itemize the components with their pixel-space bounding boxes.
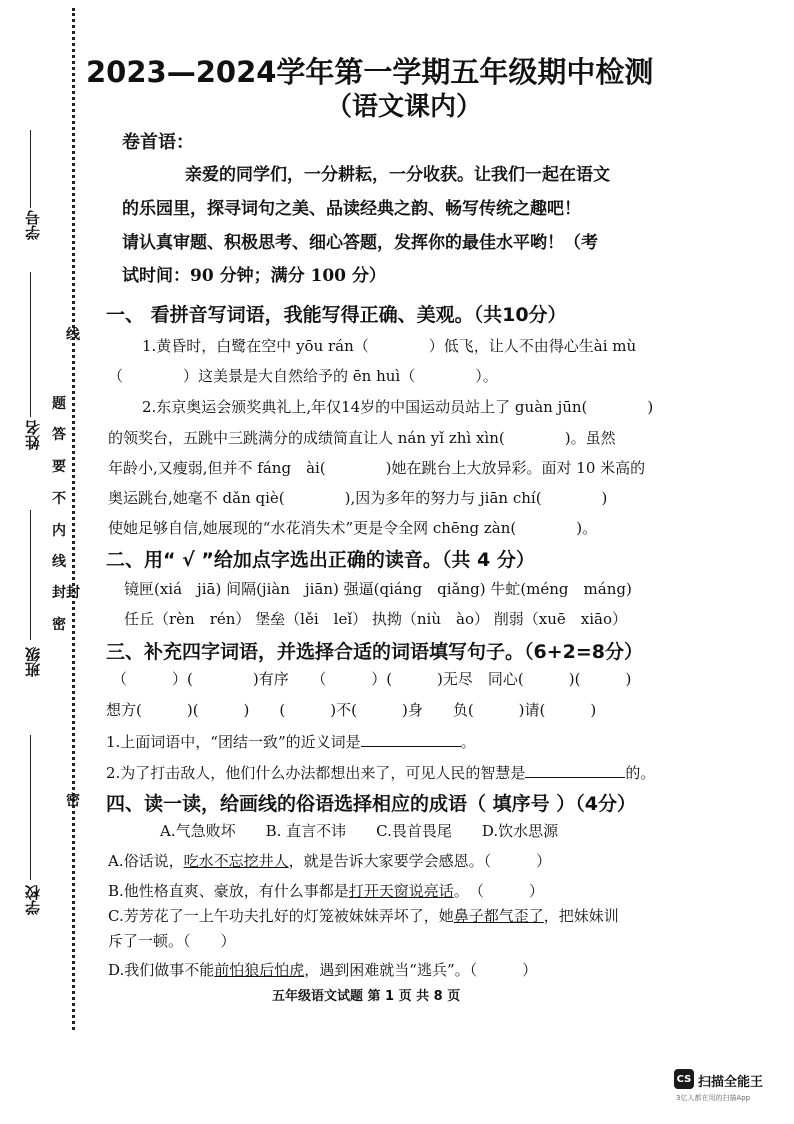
seal-word: 答 (52, 427, 66, 443)
student-id-line (30, 130, 31, 208)
camscanner-logo-icon: CS (674, 1069, 694, 1089)
section1-heading: 一、 看拼音写词语，我能写得正确、美观。（共10分） (106, 304, 567, 326)
section4-item-c (108, 905, 619, 926)
section4-options: A.气急败坏 B. 直言不讳 C.畏首畏尾 D.饮水思源 (160, 822, 559, 840)
section4-item-d (108, 959, 537, 980)
section4-item-c-cont: 斥了一顿。（ ） (108, 932, 236, 950)
section3-q1-end: 。 (460, 733, 476, 751)
item-text: B.他性格直爽、豪放，有什么事都是 (108, 882, 349, 900)
page-footer: 五年级语文试题 第 1 页 共 8 页 (272, 989, 461, 1004)
item-text: ，把妹妹训 (543, 907, 619, 925)
answer-blank[interactable] (525, 763, 625, 778)
seal-word: 密 (52, 617, 66, 633)
underlined-saying: 吃水不忘挖井人 (183, 852, 289, 870)
section4-heading: 四、读一读，给画线的俗语选择相应的成语（ 填序号 ）（4分） (106, 793, 636, 815)
item-text: ，就是告诉大家要学会感恩。（ ） (288, 852, 552, 870)
section1-line: 的领奖台，五跳中三跳满分的成绩简直让人 nán yǐ zhì xìn( )。虽然 (108, 429, 616, 447)
item-text: C.芳芳花了一上午功夫扎好的灯笼被妹妹弄坏了，她 (108, 907, 454, 925)
section3-q1-text: 1.上面词语中，“团结一致”的近义词是 (106, 733, 361, 751)
class-label: 班级 (24, 647, 42, 677)
section3-row: （ ）( )有序 （ ）( )无尽 同心( )( ) (112, 670, 632, 688)
seal-word: 线 (52, 554, 66, 570)
student-id-label: 学号 (24, 210, 42, 240)
preface-line: 试时间：90 分钟；满分 100 分） (122, 266, 386, 286)
scanner-name: 扫描全能王 (698, 1075, 764, 1090)
seal-word: 题 (52, 396, 66, 412)
school-line (30, 735, 31, 880)
section1-line: 1.黄昏时，白鹭在空中 yōu rán（ ）低飞，让人不由得心生ài mù (142, 337, 637, 355)
section2-heading: 二、用“ √ ”给加点字选出正确的读音。（共 4 分） (106, 549, 535, 571)
section3-q1 (106, 731, 476, 752)
answer-blank[interactable] (361, 732, 461, 747)
seal-word: 不 (52, 491, 66, 507)
section3-q2-text: 2.为了打击敌人，他们什么办法都想出来了，可见人民的智慧是 (106, 764, 526, 782)
underlined-saying: 打开天窗说亮话 (348, 882, 454, 900)
seal-word: 密 (66, 793, 80, 809)
section1-line: （ ）这美景是大自然给予的 ēn huì（ ）。 (108, 367, 498, 385)
seal-word: 内 (52, 523, 66, 539)
section3-q2-end: 的。 (625, 764, 656, 782)
underlined-saying: 鼻子都气歪了 (453, 907, 544, 925)
seal-word: 封 (66, 585, 80, 601)
underlined-saying: 前怕狼后怕虎 (214, 961, 305, 979)
section1-line: 使她足够自信,她展现的“水花消失术”更是令全网 chēng zàn( )。 (108, 519, 598, 537)
exam-subtitle: （语文课内） (326, 92, 483, 122)
item-text: ，遇到困难就当“逃兵”。（ ） (304, 961, 538, 979)
item-text: 。 （ ） (453, 882, 544, 900)
section1-line: 2.东京奥运会颁奖典礼上,年仅14岁的中国运动员站上了 guàn jūn( ) (142, 398, 654, 416)
seal-word: 要 (52, 459, 66, 475)
section2-line: 任丘（rèn rén） 堡垒（lěi leǐ） 执拗（niù ào） 削弱（xuē xiāo） (124, 610, 627, 628)
preface-line: 请认真审题、积极思考、细心答题，发挥你的最佳水平哟！（考 (122, 233, 598, 253)
section4-item-b (108, 880, 544, 901)
section3-q2 (106, 762, 655, 783)
section3-row: 想方( )( ) ( )不( )身 负( )请( ) (106, 701, 597, 719)
seal-word: 封 (52, 585, 66, 601)
seal-word: 线 (66, 327, 80, 343)
section4-item-a (108, 850, 551, 871)
section1-line: 年龄小,又瘦弱,但并不 fáng ài( )她在跳台上大放异彩。面对 10 米高的 (108, 459, 646, 477)
class-line (30, 510, 31, 640)
preface-label: 卷首语： (122, 132, 194, 153)
item-text: A.俗话说， (108, 852, 184, 870)
section2-line: 镜匣(xiá jiā) 间隔(jiàn jiān) 强逼(qiáng qiǎng) 牛虻(méng máng) (124, 580, 632, 598)
section1-line: 奥运跳台,她毫不 dǎn qiè( ),因为多年的努力与 jiān chí( ) (108, 489, 608, 507)
preface-line: 亲爱的同学们，一分耕耘，一分收获。让我们一起在语文 (185, 165, 610, 185)
school-label: 学校 (24, 885, 42, 915)
item-text: D.我们做事不能 (108, 961, 215, 979)
student-name-label: 姓名 (24, 420, 42, 450)
preface-line: 的乐园里，探寻词句之美、品读经典之韵、畅写传统之趣吧！ (122, 199, 581, 219)
student-name-line (30, 272, 31, 417)
exam-title: 2023—2024学年第一学期五年级期中检测 (86, 55, 654, 89)
section3-heading: 三、补充四字词语，并选择合适的词语填写句子。（6+2=8分） (106, 641, 644, 663)
scanner-tagline: 3亿人都在用的扫描App (676, 1094, 751, 1102)
binding-dotted-line (72, 8, 75, 1030)
